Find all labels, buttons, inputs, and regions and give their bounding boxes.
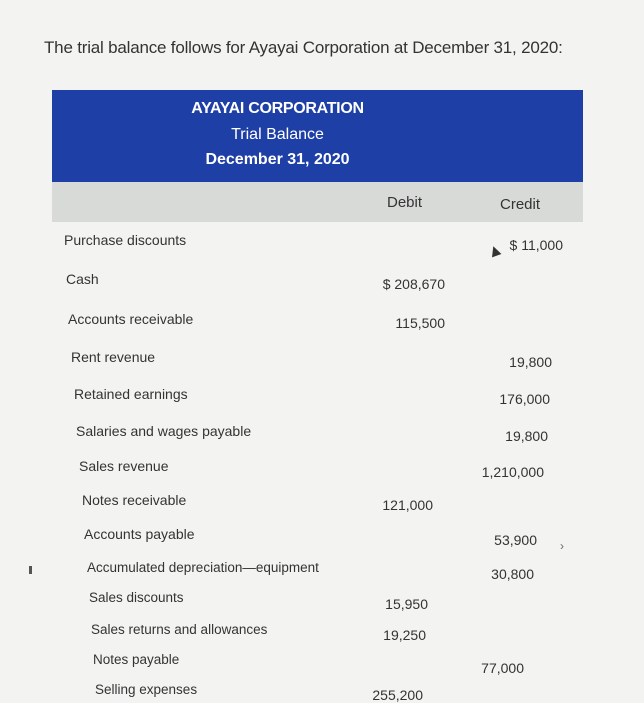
credit-amount: 19,800 <box>505 428 548 444</box>
account-label: Accumulated depreciation—equipment <box>87 560 319 575</box>
account-label: Rent revenue <box>71 349 156 365</box>
account-label: Purchase discounts <box>64 232 187 248</box>
debit-amount: $ 208,670 <box>382 276 445 292</box>
account-label: Accounts receivable <box>68 311 194 327</box>
credit-amount: 53,900 <box>494 532 537 548</box>
credit-amount: 77,000 <box>481 660 524 676</box>
debit-amount: 19,250 <box>383 627 426 643</box>
account-label: Notes payable <box>93 652 180 667</box>
intro-text: The trial balance follows for Ayayai Corporation at December 31, 2020: <box>44 38 563 57</box>
credit-column-header: Credit <box>500 196 541 213</box>
margin-mark-icon <box>29 566 32 574</box>
mouse-cursor-icon <box>489 245 502 258</box>
account-label: Cash <box>66 271 99 287</box>
credit-amount: $ 11,000 <box>509 237 563 253</box>
statement-date: December 31, 2020 <box>205 151 350 168</box>
credit-amount: 176,000 <box>499 391 550 407</box>
account-label: Accounts payable <box>84 526 195 542</box>
debit-amount: 121,000 <box>382 497 433 513</box>
debit-amount: 115,500 <box>395 315 445 331</box>
account-label: Salaries and wages payable <box>76 423 252 439</box>
account-label: Notes receivable <box>82 492 187 508</box>
tick-mark-icon: › <box>560 539 564 553</box>
credit-amount: 1,210,000 <box>481 464 544 480</box>
account-label: Retained earnings <box>74 386 188 402</box>
debit-amount: 255,200 <box>372 687 423 703</box>
account-label: Sales returns and allowances <box>91 622 268 637</box>
statement-header <box>52 90 583 182</box>
company-name: AYAYAI CORPORATION <box>191 100 364 117</box>
debit-column-header: Debit <box>387 194 423 211</box>
account-label: Sales revenue <box>79 458 169 474</box>
credit-amount: 30,800 <box>491 566 534 582</box>
debit-amount: 15,950 <box>385 596 428 612</box>
account-label: Selling expenses <box>95 682 198 697</box>
statement-title: Trial Balance <box>231 126 324 143</box>
account-label: Sales discounts <box>89 590 184 605</box>
credit-amount: 19,800 <box>509 354 552 370</box>
